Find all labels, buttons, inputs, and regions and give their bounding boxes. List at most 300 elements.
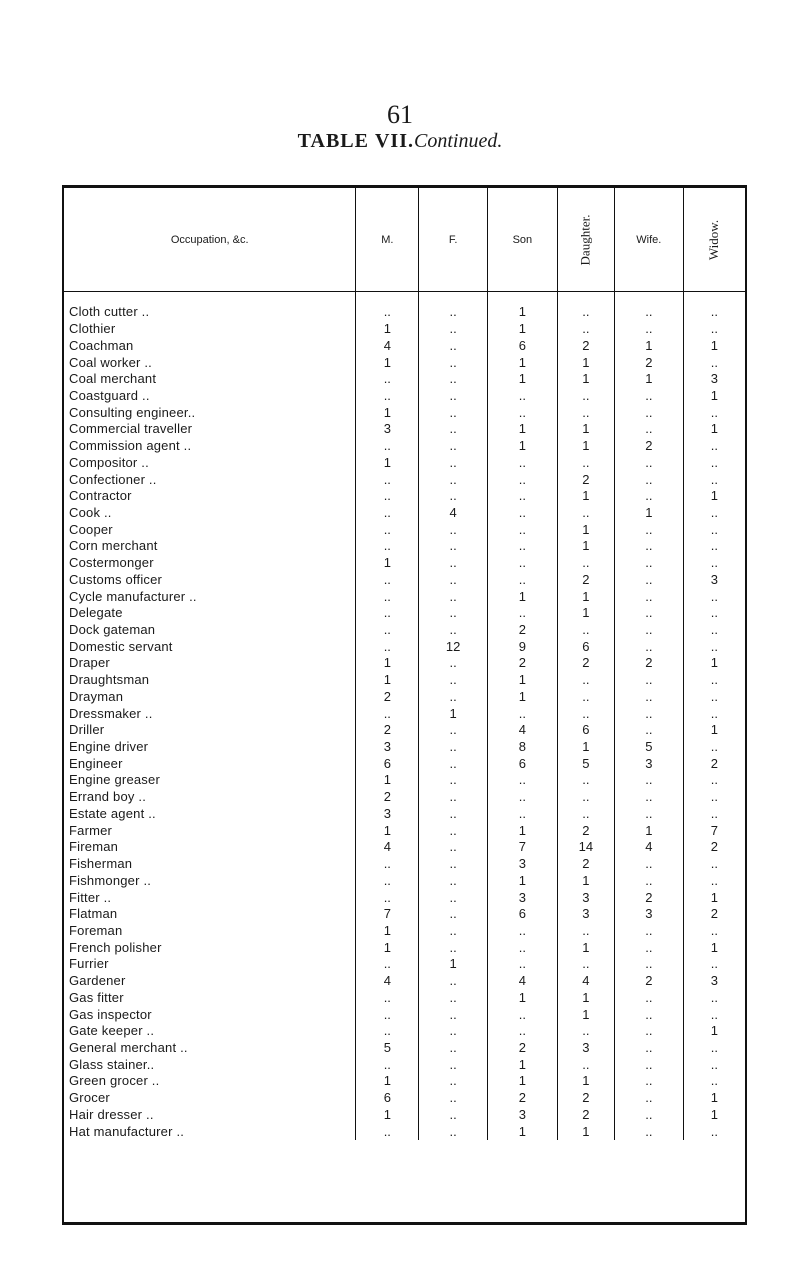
cell-male: .. bbox=[356, 622, 419, 639]
cell-son: .. bbox=[487, 772, 557, 789]
cell-female: .. bbox=[419, 739, 488, 756]
cell-wife: .. bbox=[614, 454, 683, 471]
cell-son: .. bbox=[487, 923, 557, 940]
cell-daughter: 1 bbox=[557, 739, 614, 756]
cell-female: .. bbox=[419, 1107, 488, 1124]
cell-female: .. bbox=[419, 588, 488, 605]
cell-female: .. bbox=[419, 1056, 488, 1073]
cell-female: .. bbox=[419, 672, 488, 689]
cell-wife: .. bbox=[614, 588, 683, 605]
cell-widow: 3 bbox=[683, 572, 745, 589]
cell-female: .. bbox=[419, 872, 488, 889]
cell-wife: .. bbox=[614, 872, 683, 889]
cell-occupation: Dock gateman bbox=[69, 622, 156, 638]
cell-wife: 1 bbox=[614, 371, 683, 388]
cell-son: .. bbox=[487, 705, 557, 722]
cell-daughter: 1 bbox=[557, 939, 614, 956]
cell-male: 4 bbox=[356, 337, 419, 354]
cell-male: 1 bbox=[356, 939, 419, 956]
cell-male: 1 bbox=[356, 655, 419, 672]
table-row bbox=[64, 304, 745, 321]
cell-male: 3 bbox=[356, 739, 419, 756]
cell-widow: .. bbox=[683, 705, 745, 722]
cell-son: 3 bbox=[487, 889, 557, 906]
cell-son: .. bbox=[487, 806, 557, 823]
cell-wife: .. bbox=[614, 404, 683, 421]
table-row bbox=[64, 1040, 745, 1057]
cell-widow: 1 bbox=[683, 337, 745, 354]
cell-wife: .. bbox=[614, 488, 683, 505]
cell-daughter: 1 bbox=[557, 354, 614, 371]
cell-widow: .. bbox=[683, 638, 745, 655]
cell-widow: 2 bbox=[683, 755, 745, 772]
cell-wife: .. bbox=[614, 1090, 683, 1107]
cell-wife: .. bbox=[614, 1107, 683, 1124]
cell-occupation: General merchant .. bbox=[69, 1039, 188, 1055]
cell-wife: .. bbox=[614, 772, 683, 789]
cell-son: 1 bbox=[487, 321, 557, 338]
table-title bbox=[0, 130, 800, 153]
cell-widow: 1 bbox=[683, 1107, 745, 1124]
cell-son: 1 bbox=[487, 588, 557, 605]
table-row bbox=[64, 822, 745, 839]
cell-daughter: 2 bbox=[557, 856, 614, 873]
cell-wife: .. bbox=[614, 1040, 683, 1057]
cell-widow: .. bbox=[683, 672, 745, 689]
cell-female: .. bbox=[419, 572, 488, 589]
cell-widow: 3 bbox=[683, 371, 745, 388]
cell-male: .. bbox=[356, 371, 419, 388]
cell-occupation: Cycle manufacturer .. bbox=[69, 588, 197, 604]
cell-occupation: Foreman bbox=[69, 922, 123, 938]
cell-occupation: Draughtsman bbox=[69, 672, 150, 688]
cell-widow: .. bbox=[683, 1123, 745, 1140]
cell-occupation: Errand boy .. bbox=[69, 789, 147, 805]
cell-occupation: Commission agent .. bbox=[69, 438, 192, 454]
cell-female: .. bbox=[419, 555, 488, 572]
cell-female: .. bbox=[419, 989, 488, 1006]
cell-female: .. bbox=[419, 404, 488, 421]
cell-male: .. bbox=[356, 605, 419, 622]
cell-wife: .. bbox=[614, 538, 683, 555]
cell-male: 2 bbox=[356, 789, 419, 806]
header-widow bbox=[683, 188, 745, 292]
cell-son: 1 bbox=[487, 989, 557, 1006]
cell-wife: .. bbox=[614, 321, 683, 338]
cell-occupation: Green grocer .. bbox=[69, 1073, 160, 1089]
cell-wife: 2 bbox=[614, 354, 683, 371]
cell-widow: 3 bbox=[683, 973, 745, 990]
header-son: Son bbox=[487, 188, 557, 292]
cell-female: .. bbox=[419, 388, 488, 405]
cell-widow: .. bbox=[683, 739, 745, 756]
table-row bbox=[64, 889, 745, 906]
cell-daughter: 1 bbox=[557, 538, 614, 555]
cell-son: .. bbox=[487, 505, 557, 522]
cell-son: 1 bbox=[487, 822, 557, 839]
cell-male: .. bbox=[356, 956, 419, 973]
cell-wife: 2 bbox=[614, 655, 683, 672]
table-row bbox=[64, 655, 745, 672]
cell-son: 1 bbox=[487, 438, 557, 455]
cell-female: .. bbox=[419, 839, 488, 856]
cell-daughter: .. bbox=[557, 672, 614, 689]
cell-male: .. bbox=[356, 521, 419, 538]
cell-female: .. bbox=[419, 337, 488, 354]
table-row bbox=[64, 1023, 745, 1040]
cell-male: 5 bbox=[356, 1040, 419, 1057]
cell-wife: .. bbox=[614, 622, 683, 639]
table-row bbox=[64, 705, 745, 722]
cell-occupation: Engine greaser bbox=[69, 772, 160, 788]
cell-wife: 3 bbox=[614, 755, 683, 772]
cell-daughter: .. bbox=[557, 404, 614, 421]
cell-son: .. bbox=[487, 488, 557, 505]
cell-wife: 2 bbox=[614, 438, 683, 455]
cell-female: .. bbox=[419, 789, 488, 806]
cell-female: .. bbox=[419, 488, 488, 505]
cell-daughter: 1 bbox=[557, 1006, 614, 1023]
header-female: F. bbox=[419, 188, 488, 292]
header-daughter bbox=[557, 188, 614, 292]
occupation-table bbox=[64, 188, 745, 1140]
cell-daughter: .. bbox=[557, 505, 614, 522]
cell-wife: .. bbox=[614, 705, 683, 722]
cell-widow: .. bbox=[683, 555, 745, 572]
cell-female: .. bbox=[419, 471, 488, 488]
table-row bbox=[64, 722, 745, 739]
cell-male: 1 bbox=[356, 772, 419, 789]
cell-widow: .. bbox=[683, 404, 745, 421]
cell-female: .. bbox=[419, 521, 488, 538]
cell-female: .. bbox=[419, 321, 488, 338]
table-row bbox=[64, 638, 745, 655]
cell-wife: .. bbox=[614, 572, 683, 589]
cell-male: .. bbox=[356, 304, 419, 321]
cell-male: 1 bbox=[356, 822, 419, 839]
cell-widow: .. bbox=[683, 304, 745, 321]
cell-female: .. bbox=[419, 655, 488, 672]
cell-female: .. bbox=[419, 806, 488, 823]
header-widow-label: Widow. bbox=[706, 219, 722, 260]
cell-occupation: Driller bbox=[69, 722, 105, 738]
cell-widow: .. bbox=[683, 1056, 745, 1073]
cell-son: 2 bbox=[487, 655, 557, 672]
cell-daughter: 5 bbox=[557, 755, 614, 772]
cell-son: 1 bbox=[487, 304, 557, 321]
cell-daughter: 2 bbox=[557, 1090, 614, 1107]
cell-female: .. bbox=[419, 1090, 488, 1107]
cell-widow: 2 bbox=[683, 906, 745, 923]
cell-occupation: Farmer bbox=[69, 822, 113, 838]
cell-wife: 1 bbox=[614, 505, 683, 522]
cell-occupation: Gas inspector bbox=[69, 1006, 152, 1022]
cell-male: 1 bbox=[356, 404, 419, 421]
cell-widow: .. bbox=[683, 354, 745, 371]
cell-occupation: Gate keeper .. bbox=[69, 1023, 155, 1039]
cell-daughter: .. bbox=[557, 772, 614, 789]
cell-occupation: Glass stainer.. bbox=[69, 1056, 155, 1072]
cell-male: 4 bbox=[356, 973, 419, 990]
cell-daughter: 1 bbox=[557, 1123, 614, 1140]
cell-occupation: Drayman bbox=[69, 688, 124, 704]
cell-son: 9 bbox=[487, 638, 557, 655]
page-number: 61 bbox=[387, 100, 413, 129]
cell-female: .. bbox=[419, 755, 488, 772]
cell-daughter: 1 bbox=[557, 872, 614, 889]
cell-wife: .. bbox=[614, 421, 683, 438]
cell-son: .. bbox=[487, 454, 557, 471]
cell-son: .. bbox=[487, 939, 557, 956]
cell-male: .. bbox=[356, 638, 419, 655]
cell-occupation: Clothier bbox=[69, 321, 116, 337]
cell-son: 6 bbox=[487, 755, 557, 772]
table-row bbox=[64, 923, 745, 940]
cell-male: 1 bbox=[356, 354, 419, 371]
cell-widow: .. bbox=[683, 1040, 745, 1057]
cell-wife: 3 bbox=[614, 906, 683, 923]
table-label: TABLE bbox=[297, 130, 369, 152]
cell-wife: 1 bbox=[614, 337, 683, 354]
cell-male: .. bbox=[356, 588, 419, 605]
cell-son: 1 bbox=[487, 872, 557, 889]
cell-son: 1 bbox=[487, 1073, 557, 1090]
cell-wife: 2 bbox=[614, 889, 683, 906]
cell-male: 1 bbox=[356, 454, 419, 471]
cell-son: 4 bbox=[487, 722, 557, 739]
table-row bbox=[64, 806, 745, 823]
cell-occupation: Hat manufacturer .. bbox=[69, 1123, 185, 1139]
cell-male: .. bbox=[356, 505, 419, 522]
cell-occupation: Cook .. bbox=[69, 504, 112, 520]
cell-daughter: 1 bbox=[557, 605, 614, 622]
cell-female: .. bbox=[419, 822, 488, 839]
table-row bbox=[64, 488, 745, 505]
cell-female: .. bbox=[419, 689, 488, 706]
table-row bbox=[64, 956, 745, 973]
cell-son: .. bbox=[487, 956, 557, 973]
cell-widow: 2 bbox=[683, 839, 745, 856]
cell-occupation: Customs officer bbox=[69, 571, 163, 587]
cell-son: 7 bbox=[487, 839, 557, 856]
cell-occupation: Estate agent .. bbox=[69, 805, 156, 821]
cell-son: 1 bbox=[487, 1123, 557, 1140]
cell-occupation: Fishmonger .. bbox=[69, 872, 152, 888]
table-row bbox=[64, 438, 745, 455]
cell-daughter: 2 bbox=[557, 1107, 614, 1124]
table-row bbox=[64, 505, 745, 522]
cell-occupation: Costermonger bbox=[69, 555, 154, 571]
cell-widow: .. bbox=[683, 605, 745, 622]
cell-male: 1 bbox=[356, 1073, 419, 1090]
cell-son: 1 bbox=[487, 689, 557, 706]
cell-female: .. bbox=[419, 722, 488, 739]
cell-female: .. bbox=[419, 1073, 488, 1090]
table-row bbox=[64, 789, 745, 806]
cell-widow: 1 bbox=[683, 889, 745, 906]
cell-occupation: Draper bbox=[69, 655, 110, 671]
cell-male: .. bbox=[356, 1006, 419, 1023]
cell-male: 1 bbox=[356, 555, 419, 572]
cell-widow: .. bbox=[683, 1073, 745, 1090]
cell-son: 6 bbox=[487, 337, 557, 354]
cell-daughter: 2 bbox=[557, 471, 614, 488]
cell-son: .. bbox=[487, 555, 557, 572]
cell-widow: .. bbox=[683, 438, 745, 455]
cell-widow: 1 bbox=[683, 655, 745, 672]
cell-widow: .. bbox=[683, 956, 745, 973]
cell-female: 1 bbox=[419, 705, 488, 722]
cell-wife: .. bbox=[614, 555, 683, 572]
cell-female: .. bbox=[419, 438, 488, 455]
cell-wife: .. bbox=[614, 1123, 683, 1140]
header-row bbox=[64, 188, 745, 292]
cell-female: .. bbox=[419, 622, 488, 639]
table-row bbox=[64, 755, 745, 772]
cell-occupation: Fitter .. bbox=[69, 889, 112, 905]
cell-son: .. bbox=[487, 1006, 557, 1023]
header-occupation: Occupation, &c. bbox=[64, 188, 356, 292]
cell-daughter: .. bbox=[557, 689, 614, 706]
cell-daughter: 1 bbox=[557, 488, 614, 505]
cell-wife: .. bbox=[614, 521, 683, 538]
occupation-table-frame bbox=[62, 185, 747, 1225]
spacer-row bbox=[64, 292, 745, 305]
cell-female: .. bbox=[419, 889, 488, 906]
cell-widow: 7 bbox=[683, 822, 745, 839]
cell-daughter: .. bbox=[557, 555, 614, 572]
cell-male: .. bbox=[356, 872, 419, 889]
table-row bbox=[64, 1123, 745, 1140]
cell-female: .. bbox=[419, 454, 488, 471]
table-row bbox=[64, 973, 745, 990]
cell-female: 12 bbox=[419, 638, 488, 655]
table-row bbox=[64, 622, 745, 639]
cell-son: 1 bbox=[487, 354, 557, 371]
cell-wife: .. bbox=[614, 1023, 683, 1040]
cell-wife: .. bbox=[614, 471, 683, 488]
cell-widow: .. bbox=[683, 588, 745, 605]
cell-widow: .. bbox=[683, 872, 745, 889]
cell-occupation: Contractor bbox=[69, 488, 132, 504]
cell-son: .. bbox=[487, 572, 557, 589]
cell-son: 2 bbox=[487, 622, 557, 639]
cell-wife: 4 bbox=[614, 839, 683, 856]
cell-male: 7 bbox=[356, 906, 419, 923]
cell-son: .. bbox=[487, 789, 557, 806]
cell-male: 1 bbox=[356, 321, 419, 338]
cell-occupation: Flatman bbox=[69, 906, 118, 922]
cell-male: 6 bbox=[356, 755, 419, 772]
cell-widow: .. bbox=[683, 689, 745, 706]
cell-daughter: .. bbox=[557, 454, 614, 471]
cell-occupation: Coastguard .. bbox=[69, 387, 150, 403]
cell-widow: .. bbox=[683, 923, 745, 940]
cell-female: .. bbox=[419, 1023, 488, 1040]
cell-wife: .. bbox=[614, 1006, 683, 1023]
cell-male: 4 bbox=[356, 839, 419, 856]
table-row bbox=[64, 404, 745, 421]
cell-daughter: 2 bbox=[557, 822, 614, 839]
cell-son: 2 bbox=[487, 1090, 557, 1107]
table-row bbox=[64, 772, 745, 789]
cell-male: .. bbox=[356, 705, 419, 722]
cell-occupation: Confectioner .. bbox=[69, 471, 157, 487]
table-numeral: VII. bbox=[374, 130, 414, 152]
cell-wife: .. bbox=[614, 689, 683, 706]
cell-occupation: Dressmaker .. bbox=[69, 705, 153, 721]
cell-female: .. bbox=[419, 973, 488, 990]
cell-widow: .. bbox=[683, 321, 745, 338]
cell-female: 4 bbox=[419, 505, 488, 522]
cell-wife: .. bbox=[614, 672, 683, 689]
cell-widow: 1 bbox=[683, 722, 745, 739]
cell-wife: .. bbox=[614, 638, 683, 655]
table-row bbox=[64, 421, 745, 438]
table-row bbox=[64, 856, 745, 873]
cell-wife: .. bbox=[614, 1073, 683, 1090]
cell-occupation: Hair dresser .. bbox=[69, 1106, 154, 1122]
header-wife: Wife. bbox=[614, 188, 683, 292]
table-row bbox=[64, 321, 745, 338]
table-row bbox=[64, 388, 745, 405]
cell-son: 1 bbox=[487, 421, 557, 438]
cell-male: .. bbox=[356, 572, 419, 589]
cell-female: 1 bbox=[419, 956, 488, 973]
cell-wife: 1 bbox=[614, 822, 683, 839]
table-row bbox=[64, 521, 745, 538]
cell-occupation: Consulting engineer.. bbox=[69, 404, 196, 420]
cell-occupation: Commercial traveller bbox=[69, 421, 193, 437]
cell-widow: .. bbox=[683, 772, 745, 789]
cell-widow: .. bbox=[683, 1006, 745, 1023]
cell-widow: 1 bbox=[683, 421, 745, 438]
cell-male: 2 bbox=[356, 689, 419, 706]
cell-daughter: 2 bbox=[557, 572, 614, 589]
cell-widow: 1 bbox=[683, 939, 745, 956]
cell-son: .. bbox=[487, 521, 557, 538]
cell-wife: .. bbox=[614, 605, 683, 622]
cell-daughter: 6 bbox=[557, 722, 614, 739]
cell-son: .. bbox=[487, 388, 557, 405]
cell-wife: .. bbox=[614, 806, 683, 823]
cell-widow: .. bbox=[683, 806, 745, 823]
cell-widow: .. bbox=[683, 989, 745, 1006]
cell-son: .. bbox=[487, 605, 557, 622]
cell-daughter: 1 bbox=[557, 371, 614, 388]
cell-widow: .. bbox=[683, 471, 745, 488]
cell-male: .. bbox=[356, 1023, 419, 1040]
header-daughter-label: Daughter. bbox=[577, 214, 593, 265]
table-row bbox=[64, 337, 745, 354]
cell-son: 2 bbox=[487, 1040, 557, 1057]
cell-son: 3 bbox=[487, 1107, 557, 1124]
cell-son: 1 bbox=[487, 371, 557, 388]
cell-daughter: 2 bbox=[557, 337, 614, 354]
table-row bbox=[64, 605, 745, 622]
cell-widow: .. bbox=[683, 622, 745, 639]
cell-wife: .. bbox=[614, 388, 683, 405]
cell-daughter: .. bbox=[557, 956, 614, 973]
cell-widow: .. bbox=[683, 521, 745, 538]
cell-daughter: 3 bbox=[557, 906, 614, 923]
table-row bbox=[64, 555, 745, 572]
cell-female: .. bbox=[419, 605, 488, 622]
cell-male: .. bbox=[356, 989, 419, 1006]
cell-male: .. bbox=[356, 438, 419, 455]
cell-occupation: Corn merchant bbox=[69, 538, 158, 554]
cell-daughter: .. bbox=[557, 789, 614, 806]
